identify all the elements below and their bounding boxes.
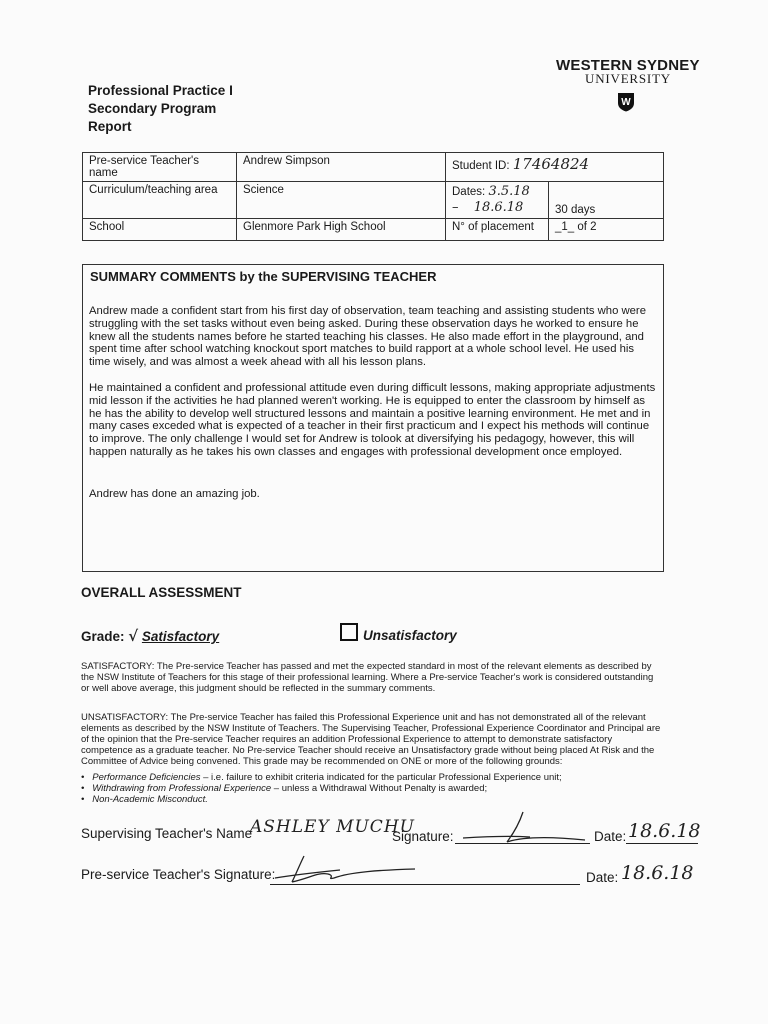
report-title bbox=[88, 82, 233, 136]
preservice-signature-label: Pre-service Teacher's Signature: bbox=[81, 867, 276, 882]
summary-paragraph-2: He maintained a confident and professional attitude even during difficult lessons, making appropriate adjustments mid lesson if the activities he had planned weren't working. He is equipped to enter the classroom by himself as he has the ability to develop well structured lessons and maintain a positive learning environment. He met and in many cases exceded what is expected of a teacher in their first practicum and I expect his methods will continue to improve. The only challenge I would set for Andrew is tolook at diversifying his pedagogy, however, this will happen naturally as he takes his own classes and engages with professional development once employed. bbox=[89, 382, 656, 458]
shield-letter: W bbox=[621, 97, 631, 108]
ground-1-title: Performance Deficiencies bbox=[92, 772, 201, 783]
days-value: 30 days bbox=[549, 182, 664, 219]
university-logo-subtitle: UNIVERSITY bbox=[585, 71, 671, 86]
ground-2-text: – unless a Withdrawal Without Penalty is awarded; bbox=[271, 783, 488, 794]
dates-end: 18.6.18 bbox=[473, 200, 524, 215]
title-line-2: Secondary Program bbox=[88, 101, 217, 116]
ground-item-2: • Withdrawing from Professional Experience – unless a Withdrawal Without Penalty is awarded; bbox=[81, 783, 488, 794]
satisfactory-description: SATISFACTORY: The Pre-service Teacher has passed and met the expected standard in most of the relevant elements as described by the NSW Institute of Teachers for this stage of their professional learning. Where a Pre-service Teacher's work is considered outstanding or well above average, this judgment should be reflected in the summary comments. bbox=[81, 661, 654, 694]
ground-3-title: Non-Academic Misconduct. bbox=[92, 794, 208, 805]
student-id-cell bbox=[446, 153, 664, 182]
signature-label: Signature: bbox=[392, 829, 454, 844]
preservice-date-value: 18.6.18 bbox=[621, 862, 694, 884]
student-id-label: Student ID: bbox=[452, 160, 510, 172]
grade-line bbox=[81, 627, 219, 645]
summary-paragraph-3: Andrew has done an amazing job. bbox=[89, 488, 260, 500]
check-mark: √ bbox=[128, 627, 139, 645]
school-value: Glenmore Park High School bbox=[237, 219, 446, 241]
dates-label: Dates: bbox=[452, 186, 486, 198]
title-line-3: Report bbox=[88, 119, 132, 134]
university-shield-icon bbox=[617, 92, 635, 112]
summary-paragraph-1: Andrew made a confident start from his first day of observation, team teaching and assisting students who were struggling with the set tasks without even being asked. During these observation days he worked to ensure he knew all the students names before he started teaching his classes. He also made effort in the playground, and spent time after school watching knockout sport matches to build rapport at a whole school level. He used his time wisely, and was almost a week ahead with all his lesson plans. bbox=[89, 305, 646, 369]
unsatisfactory-checkbox[interactable] bbox=[340, 623, 358, 641]
dates-dash: – bbox=[452, 200, 459, 215]
supervisor-date-label: Date: bbox=[594, 829, 627, 844]
placement-value: _1_ of 2 bbox=[549, 219, 664, 241]
ground-1-text: – i.e. failure to exhibit criteria indicated for the particular Professional Experience unit; bbox=[200, 772, 562, 783]
name-value: Andrew Simpson bbox=[237, 153, 446, 182]
university-logo-name: WESTERN SYDNEY bbox=[556, 57, 700, 74]
supervisor-date-line bbox=[626, 843, 698, 844]
supervising-teacher-name-value: ASHLEY MUCHU bbox=[250, 817, 415, 837]
school-label: School bbox=[83, 219, 237, 241]
satisfactory-option: Satisfactory bbox=[141, 629, 220, 644]
area-label: Curriculum/teaching area bbox=[83, 182, 237, 219]
name-label: Pre-service Teacher's name bbox=[83, 153, 237, 182]
ground-2-title: Withdrawing from Professional Experience bbox=[92, 783, 272, 794]
overall-assessment-heading: OVERALL ASSESSMENT bbox=[81, 585, 242, 600]
preservice-signature-mark bbox=[270, 852, 420, 886]
dates-cell bbox=[446, 182, 549, 219]
placement-info-table bbox=[82, 152, 664, 241]
unsatisfactory-option: Unsatisfactory bbox=[363, 628, 457, 643]
supervisor-signature-mark bbox=[455, 806, 590, 846]
ground-item-1: • Performance Deficiencies – i.e. failure to exhibit criteria indicated for the particular Professional Experience unit; bbox=[81, 772, 562, 783]
grounds-list bbox=[81, 772, 562, 805]
supervisor-date-value: 18.6.18 bbox=[628, 820, 701, 842]
preservice-date-label: Date: bbox=[586, 870, 619, 885]
placement-label: N° of placement bbox=[446, 219, 549, 241]
unsatisfactory-description: UNSATISFACTORY: The Pre-service Teacher has failed this Professional Experience unit and has not demonstrated all of the relevant elements as described by the NSW Institute of Teachers. The Supervising Teacher, Professional Experience Coordinator and Principal are of the opinion that the Pre-service Teacher requires an addition Professional Experience to attempt to demonstrate satisfactory competence as a graduate teacher. No Pre-service Teacher should receive an Unsatisfactory grade without being placed At Risk and the Committee of Advice being convened. This grade may be recommended on ONE or more of the following grounds: bbox=[81, 712, 661, 767]
title-line-1: Professional Practice I bbox=[88, 83, 233, 98]
grade-label: Grade: bbox=[81, 629, 125, 644]
supervising-teacher-name-label: Supervising Teacher's Name bbox=[81, 826, 253, 841]
student-id-value: 17464824 bbox=[512, 155, 590, 173]
area-value: Science bbox=[237, 182, 446, 219]
ground-item-3: • Non-Academic Misconduct. bbox=[81, 794, 208, 805]
dates-start: 3.5.18 bbox=[488, 184, 530, 199]
summary-title: SUMMARY COMMENTS by the SUPERVISING TEACHER bbox=[90, 269, 437, 284]
